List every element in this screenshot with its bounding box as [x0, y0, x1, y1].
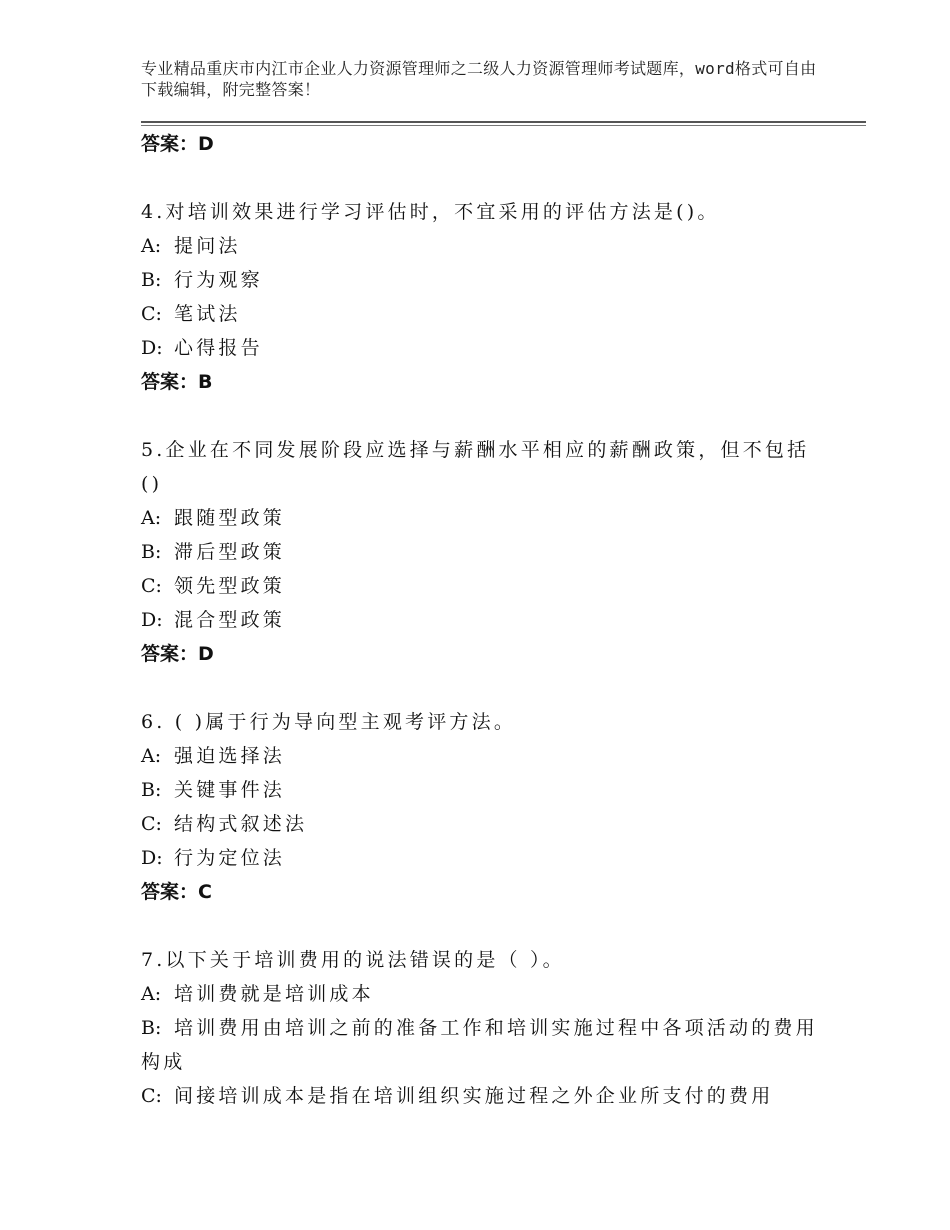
option-letter: A:: [141, 507, 162, 529]
answer-line: 答案：B: [141, 371, 213, 393]
option-c: [141, 297, 821, 331]
option-c: [141, 569, 821, 603]
option-c: [141, 1079, 821, 1113]
option-letter: C:: [141, 575, 162, 597]
option-text: 结构式叙述法: [174, 813, 308, 835]
option-a: [141, 977, 821, 1011]
option-text: 混合型政策: [174, 609, 286, 631]
option-text: 行为观察: [174, 269, 263, 291]
option-letter: B:: [141, 269, 162, 291]
question-block: [141, 195, 821, 399]
option-text: 提问法: [174, 235, 241, 257]
option-text: 心得报告: [174, 337, 263, 359]
option-a: [141, 739, 821, 773]
option-letter: B:: [141, 541, 162, 563]
option-text: 培训费用由培训之前的准备工作和培训实施过程中各项活动的费用构成: [141, 1017, 818, 1073]
option-text: 领先型政策: [174, 575, 286, 597]
option-letter: B:: [141, 779, 162, 801]
option-letter: C:: [141, 1085, 162, 1107]
answer-line: 答案：D: [141, 643, 214, 665]
question-stem: 4.对培训效果进行学习评估时，不宜采用的评估方法是()。: [141, 201, 720, 223]
option-d: [141, 603, 821, 637]
option-letter: D:: [141, 337, 163, 359]
option-text: 滞后型政策: [174, 541, 286, 563]
option-c: [141, 807, 821, 841]
answer-line: 答案：D: [141, 133, 214, 155]
option-d: [141, 331, 821, 365]
document-header: 专业精品重庆市内江市企业人力资源管理师之二级人力资源管理师考试题库，word格式可自由下载编辑，附完整答案！: [141, 59, 817, 99]
option-letter: D:: [141, 609, 163, 631]
option-text: 关键事件法: [174, 779, 286, 801]
option-text: 强迫选择法: [174, 745, 286, 767]
option-b: [141, 263, 821, 297]
option-d: [141, 841, 821, 875]
header-rule-thin: [141, 125, 866, 126]
option-a: [141, 229, 821, 263]
question-block: [141, 943, 821, 1113]
option-letter: C:: [141, 303, 162, 325]
option-letter: B:: [141, 1017, 162, 1039]
answer-line: 答案：C: [141, 881, 212, 903]
question-stem: 6. ( )属于行为导向型主观考评方法。: [141, 711, 517, 733]
option-letter: A:: [141, 745, 162, 767]
question-block: [141, 705, 821, 909]
option-letter: D:: [141, 847, 163, 869]
option-a: [141, 501, 821, 535]
option-text: 间接培训成本是指在培训组织实施过程之外企业所支付的费用: [174, 1085, 774, 1107]
option-text: 跟随型政策: [174, 507, 286, 529]
option-text: 笔试法: [174, 303, 241, 325]
option-b: [141, 773, 821, 807]
option-text: 培训费就是培训成本: [174, 983, 374, 1005]
option-letter: A:: [141, 983, 162, 1005]
option-letter: A:: [141, 235, 162, 257]
option-letter: C:: [141, 813, 162, 835]
option-b: [141, 535, 821, 569]
question-stem: 7.以下关于培训费用的说法错误的是（ ）。: [141, 949, 565, 971]
header-rule-thick: [141, 121, 866, 123]
question-stem: 5.企业在不同发展阶段应选择与薪酬水平相应的薪酬政策，但不包括(): [141, 439, 810, 495]
option-text: 行为定位法: [174, 847, 286, 869]
option-b: [141, 1011, 821, 1079]
question-block: [141, 433, 821, 671]
content: [141, 127, 821, 1113]
